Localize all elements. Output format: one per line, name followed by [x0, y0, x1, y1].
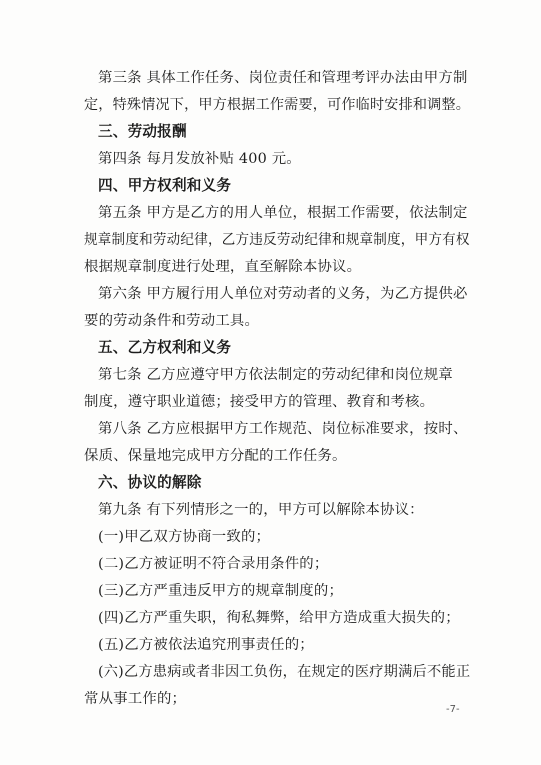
text-line: 第八条 乙方应根据甲方工作规范、岗位标准要求，按时、 [98, 421, 468, 437]
text-line: 定，特殊情况下，甲方根据工作需要，可作临时安排和调整。 [84, 97, 471, 113]
text-line: 常从事工作的； [84, 691, 187, 707]
text-line: 第七条 乙方应遵守甲方依法制定的劳动纪律和岗位规章 [98, 367, 453, 383]
text-line: 第九条 有下列情形之一的，甲方可以解除本协议： [98, 502, 424, 518]
page-number: -7- [446, 704, 460, 715]
section-heading: 四、甲方权利和义务 [98, 177, 232, 194]
list-item: (六)乙方患病或者非因工负伤，在规定的医疗期满后不能正 [98, 664, 471, 680]
list-item: (四)乙方严重失职，徇私舞弊，给甲方造成重大损失的； [98, 610, 460, 626]
list-item: (二)乙方被证明不符合录用条件的； [98, 556, 329, 572]
text-line: 第六条 甲方履行用人单位对劳动者的义务，为乙方提供必 [98, 286, 468, 302]
text-line: 制度，遵守职业道德；接受甲方的管理、教育和考核。 [84, 394, 435, 410]
text-line: 根据规章制度进行处理，直至解除本协议。 [84, 259, 362, 275]
section-heading: 六、协议的解除 [98, 474, 202, 491]
section-heading: 三、劳动报酬 [98, 123, 187, 140]
list-item: (三)乙方严重违反甲方的规章制度的； [98, 583, 344, 599]
text-line: 第三条 具体工作任务、岗位责任和管理考评办法由甲方制 [98, 70, 468, 86]
list-item: (一)甲乙双方协商一致的； [98, 529, 271, 545]
list-item: (五)乙方被依法追究刑事责任的； [98, 637, 314, 653]
section-heading: 五、乙方权利和义务 [98, 339, 232, 356]
text-line: 要的劳动条件和劳动工具。 [84, 313, 260, 329]
text-line: 第五条 甲方是乙方的用人单位，根据工作需要，依法制定 [98, 205, 468, 221]
text-line: 第四条 每月发放补贴 400 元。 [98, 151, 301, 167]
text-line: 保质、保量地完成甲方分配的工作任务。 [84, 448, 347, 464]
text-line: 规章制度和劳动纪律，乙方违反劳动纪律和规章制度，甲方有权 [84, 232, 470, 248]
